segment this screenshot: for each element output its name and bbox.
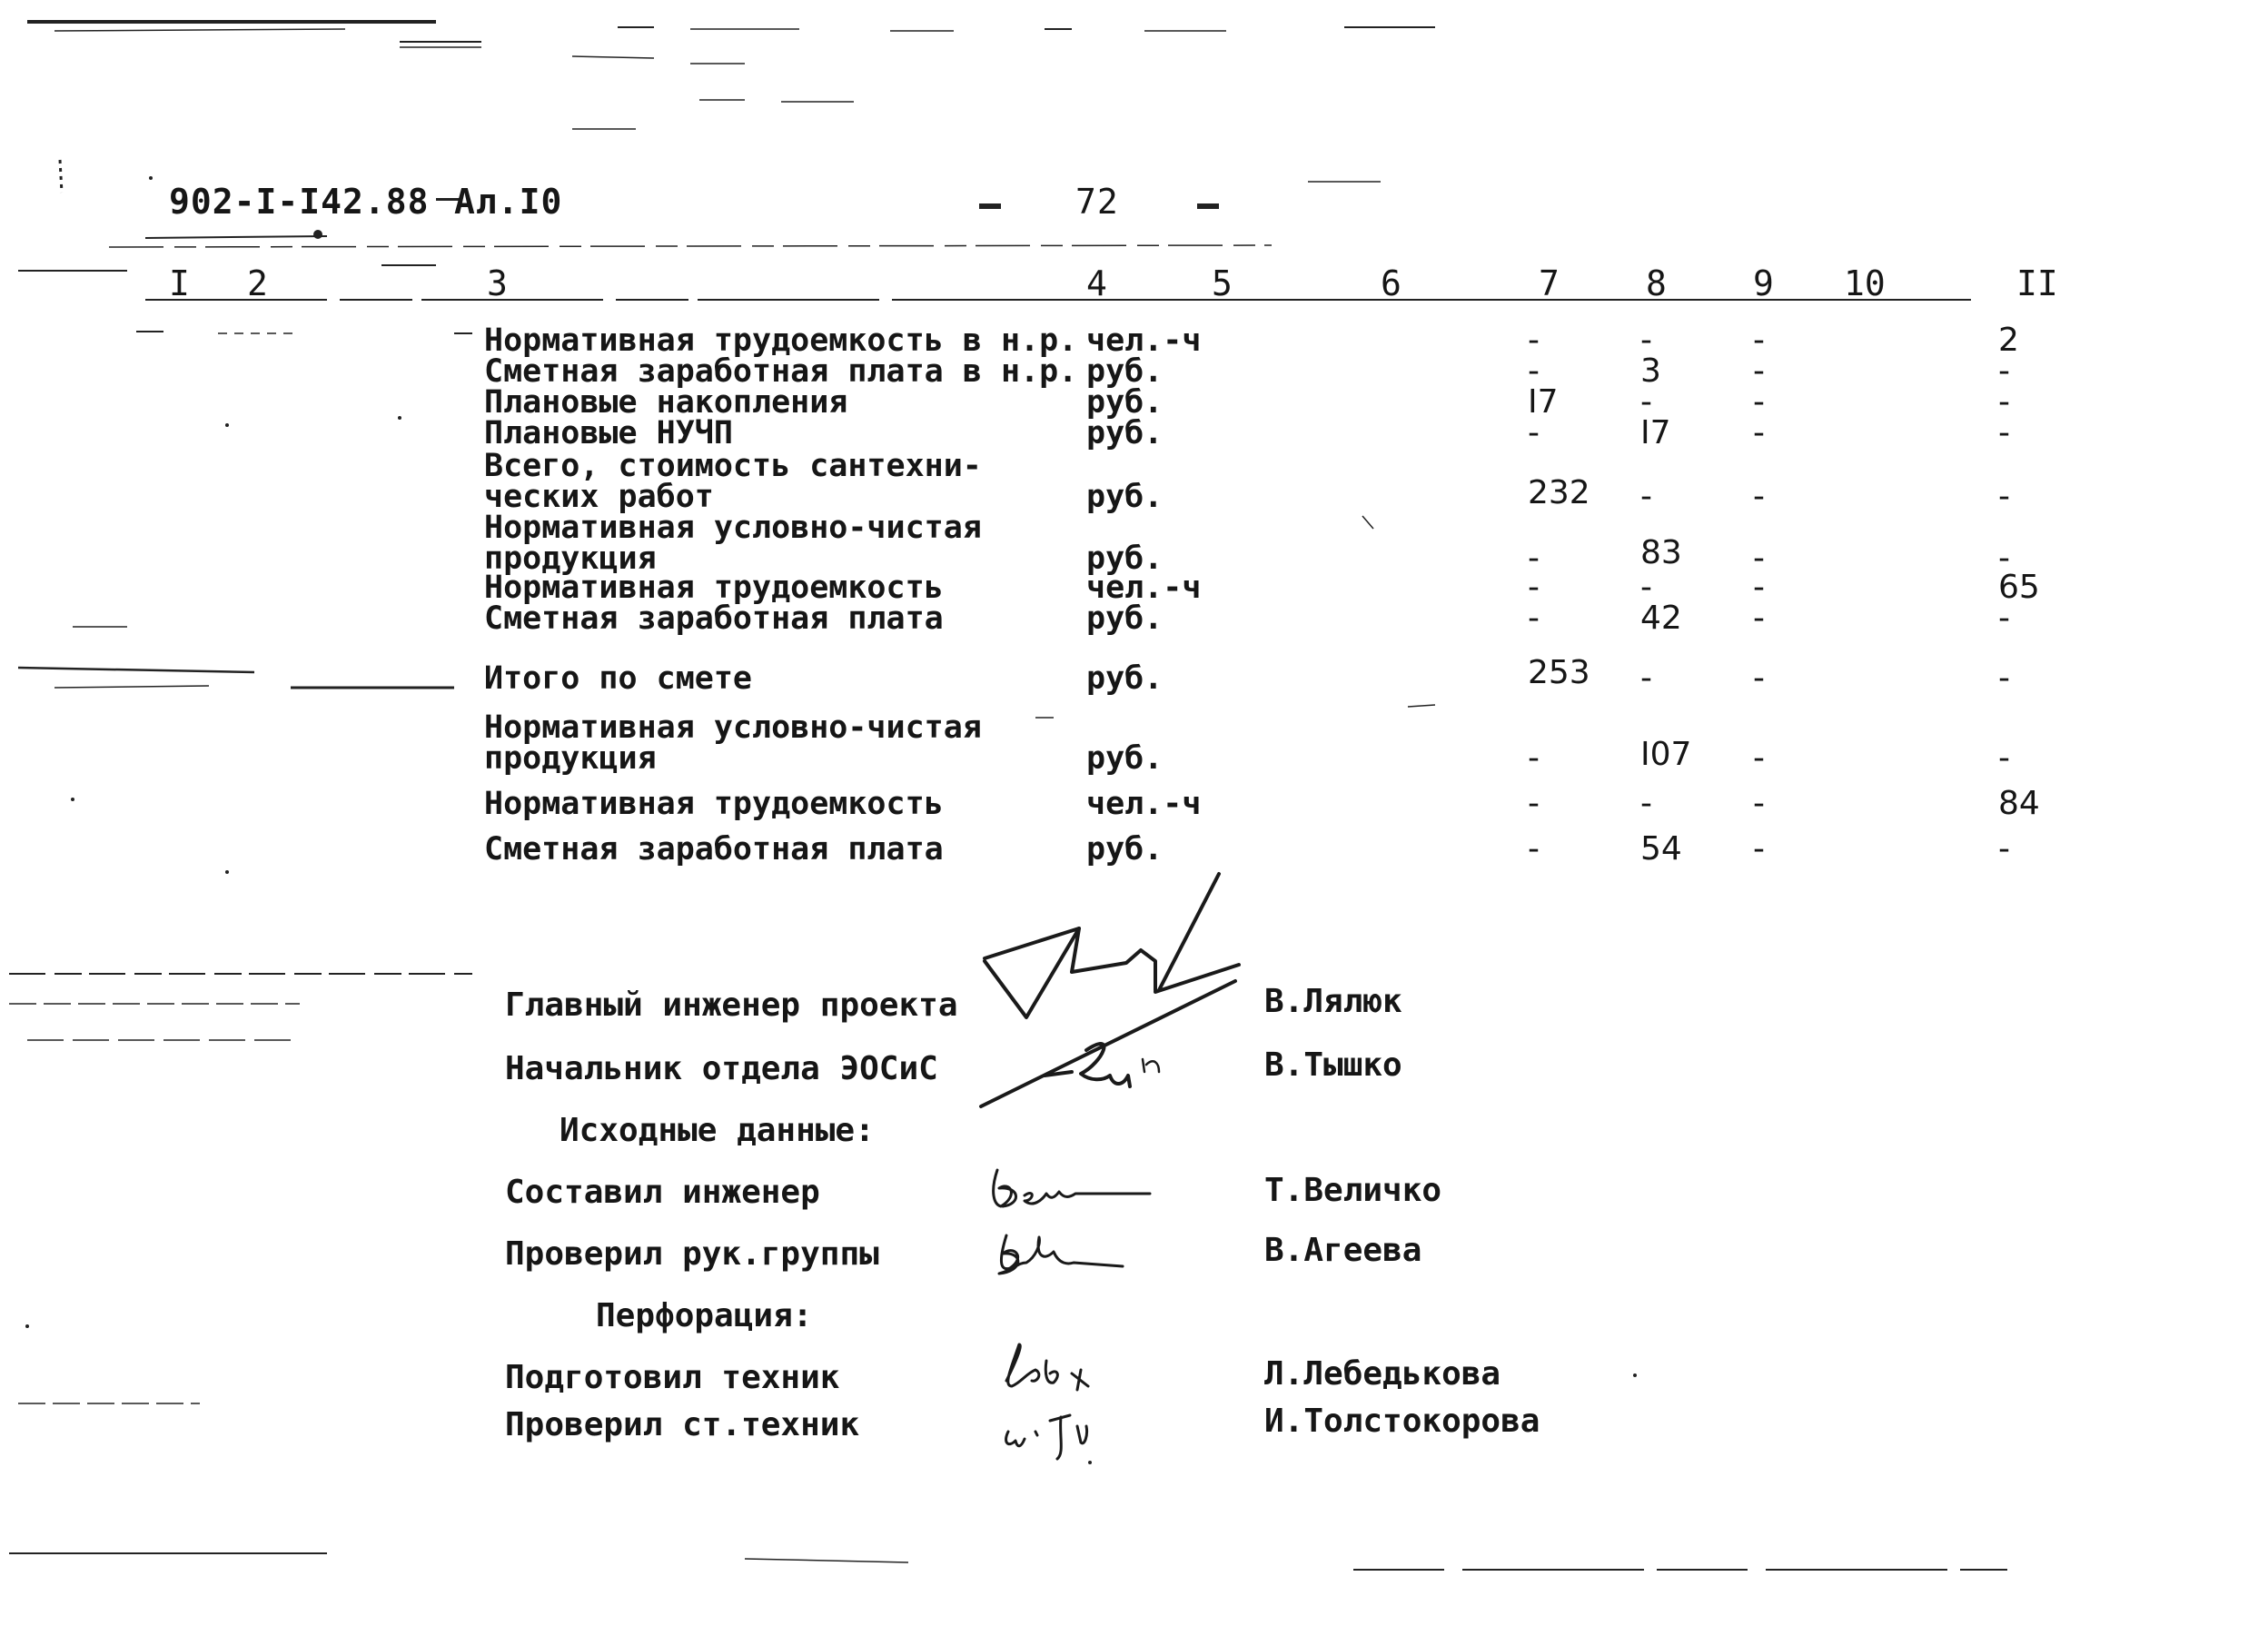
signature-checked-group <box>999 1235 1123 1274</box>
row-unit: руб. <box>1086 384 1164 421</box>
row-label: Всего, стоимость сантехни- <box>484 448 982 484</box>
row-value-col7: - <box>1528 739 1540 777</box>
row-value-col11: - <box>1998 659 2010 697</box>
prepared-role: Подготовил техник <box>505 1359 840 1396</box>
signature-chief-engineer-tail <box>1155 965 1239 992</box>
row-value-col11: - <box>1998 414 2010 451</box>
row-unit: чел.-ч <box>1086 786 1202 822</box>
row-value-col8: - <box>1640 785 1652 822</box>
initial-data-heading: Исходные данные: <box>560 1112 875 1149</box>
row-value-col7: - <box>1528 540 1540 577</box>
row-value-col8: - <box>1640 659 1652 697</box>
album-number: Ал.I0 <box>454 182 563 222</box>
row-value-col9: - <box>1753 830 1765 868</box>
column-number-6: 6 <box>1381 263 1401 303</box>
row-label-continued: ческих работ <box>484 479 714 515</box>
row-value-col11: - <box>1998 383 2010 421</box>
dept-head-role: Начальник отдела ЭОСиС <box>505 1050 938 1087</box>
signature-dept-head-mark <box>1143 1059 1159 1072</box>
column-number-4: 4 <box>1086 263 1107 303</box>
signature-chief-engineer <box>985 928 1079 1017</box>
row-value-col8: - <box>1640 569 1652 606</box>
row-value-col8: - <box>1640 322 1652 359</box>
row-value-col11: - <box>1998 600 2010 637</box>
row-unit: чел.-ч <box>1086 570 1202 606</box>
row-value-col8: 83 <box>1640 534 1682 571</box>
row-value-col7: - <box>1528 322 1540 359</box>
chief-engineer-name: В.Лялюк <box>1264 983 1402 1020</box>
row-value-col8: I7 <box>1640 414 1671 451</box>
row-value-col9: - <box>1753 600 1765 637</box>
column-number-9: 9 <box>1753 263 1774 303</box>
column-number-8: 8 <box>1646 263 1667 303</box>
row-value-col7: 232 <box>1528 474 1590 511</box>
signature-compiled <box>994 1170 1150 1206</box>
row-label-continued: продукция <box>484 540 657 577</box>
signature-chief-engineer-stroke <box>1072 928 1155 990</box>
column-number-7: 7 <box>1539 263 1560 303</box>
row-value-col9: - <box>1753 414 1765 451</box>
signature-checked-senior <box>1006 1415 1087 1459</box>
dept-head-name: В.Тышко <box>1264 1046 1402 1084</box>
row-label-continued: продукция <box>484 740 657 777</box>
row-value-col9: - <box>1753 540 1765 577</box>
row-unit: чел.-ч <box>1086 322 1202 359</box>
checked-group-name: В.Агеева <box>1264 1232 1422 1269</box>
row-value-col8: 54 <box>1640 830 1682 868</box>
row-label: Плановые накопления <box>484 384 848 421</box>
row-label: Сметная заработная плата <box>484 831 944 868</box>
row-value-col11: - <box>1998 478 2010 515</box>
chief-engineer-role: Главный инженер проекта <box>505 987 958 1024</box>
row-value-col9: - <box>1753 739 1765 777</box>
row-value-col8: - <box>1640 478 1652 515</box>
row-value-col9: - <box>1753 569 1765 606</box>
row-label: Нормативная трудоемкость в н.р. <box>484 322 1078 359</box>
row-unit: руб. <box>1086 740 1164 777</box>
row-value-col11: - <box>1998 739 2010 777</box>
row-value-col9: - <box>1753 785 1765 822</box>
row-value-col7: I7 <box>1528 383 1559 421</box>
row-value-col8: - <box>1640 383 1652 421</box>
row-label: Сметная заработная плата <box>484 600 944 637</box>
compiled-name: Т.Величко <box>1264 1172 1442 1209</box>
column-number-1: I <box>169 263 190 303</box>
perforation-heading: Перфорация: <box>596 1297 813 1334</box>
checked-senior-role: Проверил ст.техник <box>505 1406 860 1443</box>
column-number-3: 3 <box>487 263 508 303</box>
column-number-2: 2 <box>247 263 268 303</box>
signature-dept-head-line <box>981 981 1235 1106</box>
column-number-10: 10 <box>1844 263 1886 303</box>
row-value-col11: - <box>1998 830 2010 868</box>
row-unit: руб. <box>1086 540 1164 577</box>
row-value-col7: - <box>1528 830 1540 868</box>
checked-senior-name: И.Толстокорова <box>1264 1403 1540 1440</box>
row-value-col11: 84 <box>1998 785 2040 822</box>
row-value-col9: - <box>1753 478 1765 515</box>
row-value-col7: - <box>1528 600 1540 637</box>
row-value-col9: - <box>1753 322 1765 359</box>
prepared-name: Л.Лебедькова <box>1264 1355 1501 1393</box>
compiled-role: Составил инженер <box>505 1174 820 1211</box>
row-unit: руб. <box>1086 415 1164 451</box>
row-value-col9: - <box>1753 383 1765 421</box>
row-label: Нормативная трудоемкость <box>484 786 944 822</box>
row-label: Итого по смете <box>484 660 753 697</box>
row-value-col11: 2 <box>1998 322 2019 359</box>
page-number: 72 <box>1075 182 1119 222</box>
row-value-col9: - <box>1753 659 1765 697</box>
row-value-col7: - <box>1528 352 1540 390</box>
row-label: Нормативная условно-чистая <box>484 709 982 746</box>
row-label: Нормативная условно-чистая <box>484 510 982 546</box>
row-value-col8: I07 <box>1640 736 1692 773</box>
row-label: Нормативная трудоемкость <box>484 570 944 606</box>
document-code: 902-I-I42.88 <box>169 182 430 222</box>
row-value-col7: - <box>1528 569 1540 606</box>
row-unit: руб. <box>1086 600 1164 637</box>
row-value-col7: 253 <box>1528 654 1590 691</box>
row-label: Плановые НУЧП <box>484 415 733 451</box>
row-value-col11: - <box>1998 352 2010 390</box>
column-number-5: 5 <box>1212 263 1233 303</box>
row-value-col11: 65 <box>1998 569 2040 606</box>
row-value-col8: 42 <box>1640 600 1682 637</box>
row-unit: руб. <box>1086 353 1164 390</box>
signature-dept-head <box>1045 1044 1130 1086</box>
row-unit: руб. <box>1086 831 1164 868</box>
signature-prepared <box>1006 1344 1088 1390</box>
checked-group-role: Проверил рук.группы <box>505 1235 879 1273</box>
row-unit: руб. <box>1086 660 1164 697</box>
row-value-col9: - <box>1753 352 1765 390</box>
column-number-11: II <box>2016 263 2058 303</box>
row-value-col7: - <box>1528 785 1540 822</box>
row-unit: руб. <box>1086 479 1164 515</box>
row-value-col8: 3 <box>1640 352 1661 390</box>
row-value-col11: - <box>1998 540 2010 577</box>
row-value-col7: - <box>1528 414 1540 451</box>
row-label: Сметная заработная плата в н.р. <box>484 353 1078 390</box>
